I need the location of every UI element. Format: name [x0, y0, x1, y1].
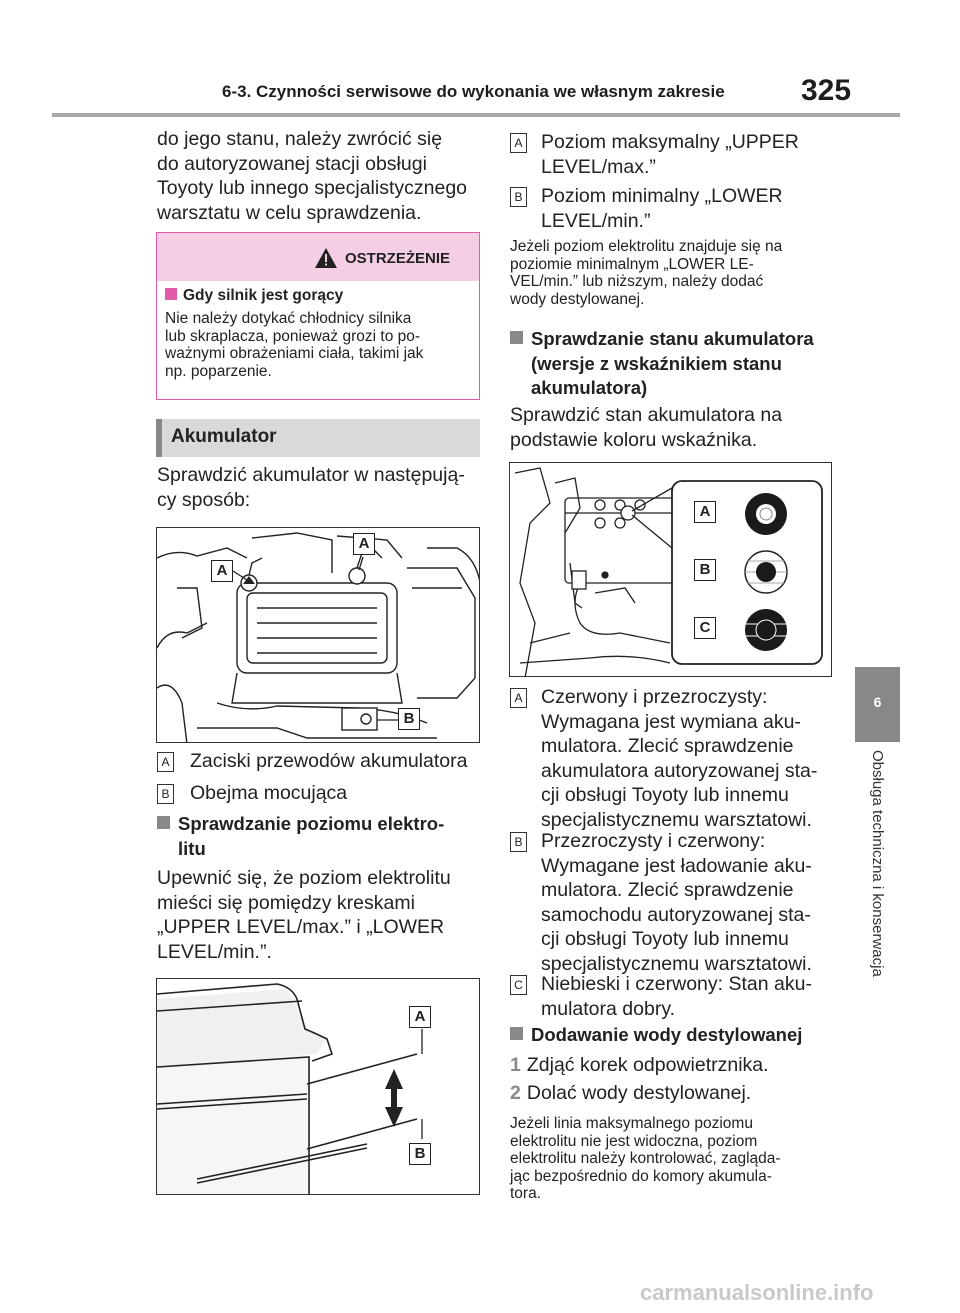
level-heading — [157, 812, 482, 861]
intro-line: warsztatu w celu sprawdzenia. — [157, 201, 422, 224]
legend-label: B — [510, 832, 527, 852]
legend-text: specjalistycznemu warsztatowi. — [541, 952, 812, 975]
warning-line: lub skraplacza, ponieważ grozi to po- — [165, 327, 421, 345]
warning-triangle-icon — [314, 247, 338, 269]
legend-text: Zaciski przewodów akumulatora — [190, 750, 468, 772]
section-heading — [156, 419, 480, 457]
warning-line: np. poparzenie. — [165, 362, 272, 380]
check-line: Sprawdzić akumulator w następują- — [157, 464, 465, 486]
warning-box — [156, 232, 480, 400]
section-title: Akumulator — [171, 426, 277, 447]
legend-text: Obejma mocująca — [190, 782, 348, 804]
legend-text: specjalistycznemu warsztatowi. — [541, 808, 812, 831]
battery-indicator-figure — [509, 462, 832, 677]
note-line: Jeżeli linia maksymalnego poziomu — [510, 1115, 753, 1132]
leader-lines — [157, 528, 480, 743]
heading-line: Sprawdzanie stanu akumulatora — [531, 328, 814, 349]
figure-label-b: B — [398, 708, 420, 730]
note-line: VEL/min.” lub niższym, należy dodać — [510, 273, 764, 290]
note-line: wody destylowanej. — [510, 290, 645, 308]
section-bar — [156, 419, 162, 457]
note-1 — [510, 238, 840, 308]
body-line: Sprawdzić stan akumulatora na — [510, 404, 783, 426]
left-intro — [157, 127, 482, 225]
step-1 — [510, 1053, 840, 1078]
legend-item-b — [157, 781, 482, 806]
note-line: elektrolitu należy kontrolować, zagląda- — [510, 1150, 781, 1167]
legend-text: samochodu autoryzowanej sta- — [541, 903, 811, 926]
legend-text: mulatora. Zlecić sprawdzenie — [541, 879, 794, 901]
level-item-b — [510, 184, 840, 233]
warning-title: OSTRZEŻENIE — [345, 250, 451, 267]
legend-label: A — [157, 752, 174, 772]
warning-line: ważnymi obrażeniami ciała, takimi jak — [165, 345, 424, 362]
chapter-tab: 6 — [855, 667, 900, 742]
level-text — [157, 866, 482, 964]
warning-subtitle: Gdy silnik jest gorący — [183, 287, 344, 304]
legend-text: Niebieski i czerwony: Stan aku- — [541, 973, 812, 995]
check-text — [157, 463, 482, 512]
indicator-item-c — [510, 972, 840, 1021]
legend-item-a — [157, 749, 482, 774]
body-line: „UPPER LEVEL/max.” i „LOWER — [157, 916, 445, 938]
intro-line: Toyoty lub innego specjalistycznego — [157, 177, 468, 199]
battery-figure — [156, 527, 480, 743]
bullet-square-icon — [510, 331, 523, 344]
body-line: podstawie koloru wskaźnika. — [510, 428, 758, 451]
indicator-text — [510, 403, 840, 452]
note-line: Jeżeli poziom elektrolitu znajduje się na — [510, 238, 783, 255]
indicator-item-b — [510, 829, 840, 976]
legend-text: Wymagana jest wymiana aku- — [541, 710, 801, 733]
note-line: tora. — [510, 1185, 542, 1202]
legend-text: Wymagane jest ładowanie aku- — [541, 854, 812, 877]
legend-text: mulatora dobry. — [541, 997, 676, 1020]
chapter-tab-label: Obsługa techniczna i konserwacja — [869, 750, 886, 977]
intro-line: do autoryzowanej stacji obsługi — [157, 152, 427, 175]
body-line: LEVEL/min.”. — [157, 940, 272, 963]
check-line: cy sposób: — [157, 488, 251, 511]
battery-side-illustration — [157, 979, 480, 1195]
intro-line: do jego stanu, należy zwrócić się — [157, 128, 443, 150]
figure-label-a: A — [694, 501, 716, 523]
note-line: elektrolitu nie jest widoczna, poziom — [510, 1132, 758, 1150]
body-line: mieści się pomiędzy kreskami — [157, 891, 415, 914]
note-line: poziomie minimalnym „LOWER LE- — [510, 255, 754, 273]
legend-text: akumulatora autoryzowanej sta- — [541, 759, 818, 782]
legend-text: mulatora. Zlecić sprawdzenie — [541, 735, 794, 757]
warning-header — [157, 233, 479, 281]
legend-text: cji obsługi Toyoty lub innemu — [541, 928, 789, 950]
legend-text: cji obsługi Toyoty lub innemu — [541, 784, 789, 806]
legend-label: A — [510, 133, 527, 153]
step-number: 2 — [510, 1082, 521, 1104]
figure-label-a: A — [409, 1006, 431, 1028]
legend-label: C — [510, 975, 527, 995]
running-header-title: 6-3. Czynności serwisowe do wykonania we własnym zakresie — [222, 82, 725, 101]
note-2 — [510, 1115, 840, 1203]
page-number: 325 — [801, 74, 852, 107]
heading-line: litu — [178, 837, 206, 859]
legend-text: LEVEL/min.” — [541, 209, 651, 232]
legend-text: Poziom maksymalny „UPPER — [541, 131, 799, 153]
step-text: Zdjąć korek odpowietrznika. — [526, 1054, 769, 1076]
electrolyte-level-figure — [156, 978, 480, 1195]
legend-label: B — [157, 784, 174, 804]
heading-line: (wersje z wskaźnikiem stanu — [531, 352, 782, 374]
water-heading — [510, 1023, 840, 1048]
legend-text: Przezroczysty i czerwony: — [541, 830, 766, 852]
bullet-square-icon — [510, 1027, 523, 1040]
heading-line: Sprawdzanie poziomu elektro- — [178, 813, 445, 834]
heading-line: Dodawanie wody destylowanej — [531, 1024, 803, 1045]
indicator-heading — [510, 327, 840, 401]
body-line: Upewnić się, że poziom elektrolitu — [157, 867, 451, 889]
engine-bay-illustration — [510, 463, 832, 677]
step-text: Dolać wody destylowanej. — [526, 1082, 752, 1104]
legend-text: Czerwony i przezroczysty: — [541, 686, 768, 708]
indicator-item-a — [510, 685, 840, 832]
warning-line: Nie należy dotykać chłodnicy silnika — [165, 310, 412, 327]
legend-label: B — [510, 187, 527, 207]
figure-label-b: B — [409, 1143, 431, 1165]
figure-label-a: A — [211, 560, 233, 582]
header-rule — [52, 113, 900, 117]
bullet-square-icon — [157, 816, 170, 829]
figure-label-a: A — [353, 533, 375, 555]
bullet-square-icon — [165, 288, 177, 300]
legend-label: A — [510, 688, 527, 708]
step-2 — [510, 1081, 840, 1106]
step-number: 1 — [510, 1054, 521, 1076]
note-line: jąc bezpośrednio do komory akumula- — [510, 1167, 772, 1185]
figure-label-b: B — [694, 559, 716, 581]
watermark: carmanualsonline.info — [640, 1280, 874, 1305]
legend-text: LEVEL/max.” — [541, 155, 656, 178]
figure-label-c: C — [694, 617, 716, 639]
legend-text: Poziom minimalny „LOWER — [541, 185, 783, 207]
heading-line: akumulatora) — [531, 377, 648, 398]
level-item-a — [510, 130, 840, 179]
